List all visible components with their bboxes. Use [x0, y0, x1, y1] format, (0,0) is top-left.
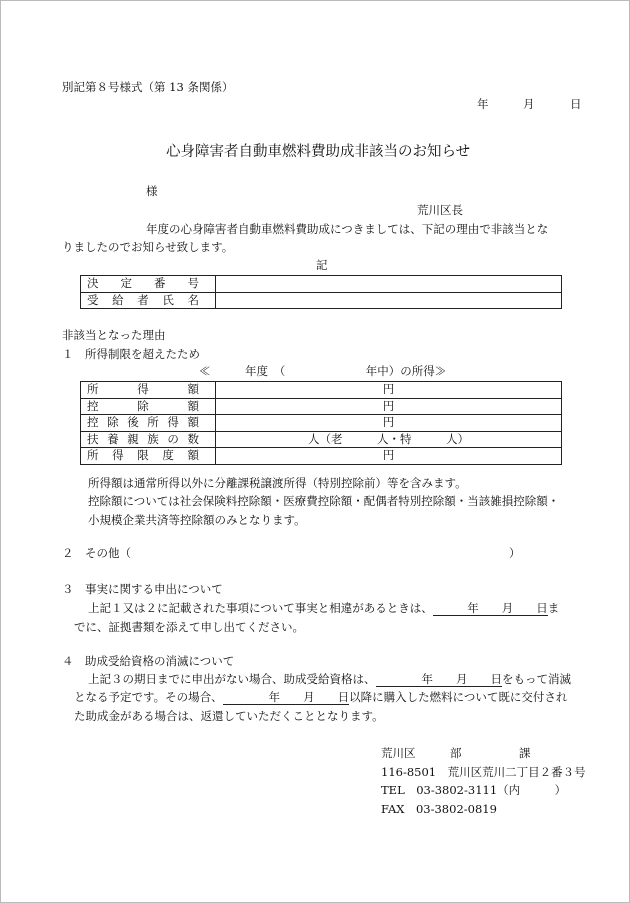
- income-amount-value: 円: [216, 382, 562, 399]
- deduction-amount-value: 円: [216, 398, 562, 415]
- section-2-heading: ２ その他（: [62, 546, 131, 560]
- intro-line-1: 年度の心身障害者自動車燃料費助成につきましては、下記の理由で非該当とな: [146, 222, 549, 236]
- form-reference: 別記第８号様式（第 13 条関係）: [62, 80, 234, 94]
- post-deduction-income-value: 円: [216, 415, 562, 432]
- table-row: [81, 276, 562, 293]
- section-3-line-1-text: 上記１又は２に記載された事項について事実と相違があるときは、: [88, 601, 433, 615]
- table-row: [81, 398, 562, 415]
- decision-number-label: 決 定 番 号: [87, 276, 199, 290]
- income-limit-value: 円: [216, 448, 562, 465]
- issuer: 荒川区長: [417, 203, 463, 217]
- section-4-line-2-text: となる予定です。その場合、: [74, 690, 223, 704]
- income-year-line: ≪ 年度 （ 年中）の所得≫: [199, 364, 447, 378]
- purchase-after-date-field[interactable]: 年 月 日: [222, 690, 350, 704]
- income-note-1: 所得額は通常所得以外に分離課税譲渡所得（特別控除前）等を含みます。: [88, 476, 467, 490]
- contact-address: 116-8501 荒川区荒川二丁目２番３号: [381, 765, 586, 779]
- decision-table: [80, 275, 562, 309]
- table-label-cell: [81, 448, 216, 465]
- date-month-label: 月: [523, 97, 535, 111]
- section-3-heading: ３ 事実に関する申出について: [62, 582, 223, 596]
- contact-tel: TEL 03-3802-3111（内 ）: [381, 783, 567, 797]
- eligibility-end-date-field[interactable]: 年 月 日: [375, 672, 502, 686]
- section-3-line-1: [88, 603, 559, 616]
- dependents-count-value: 人（老 人・特 人）: [216, 431, 562, 448]
- dependents-count-label: 扶 養 親 族 の 数: [87, 431, 199, 446]
- date-year-label: 年: [477, 97, 489, 111]
- contact-department: 荒川区 部 課: [381, 746, 531, 760]
- table-label-cell: [81, 431, 216, 448]
- deduction-amount-label: 控 除 額: [87, 398, 199, 413]
- section-4-heading: ４ 助成受給資格の消滅について: [62, 654, 235, 668]
- section-4-line-3: た助成金がある場合は、返還していただくこととなります。: [74, 709, 384, 723]
- post-deduction-income-label: 控 除 後 所 得 額: [87, 415, 199, 429]
- intro-line-2: りましたのでお知らせ致します。: [62, 240, 234, 254]
- table-label-cell: [81, 292, 216, 309]
- income-amount-label: 所 得 額: [87, 382, 199, 396]
- income-note-2: 控除額については社会保険料控除額・医療費控除額・配偶者特別控除額・当該雑損控除額・: [88, 494, 560, 508]
- ki-heading: 記: [316, 258, 328, 272]
- table-row: [81, 415, 562, 432]
- table-label-cell: [81, 382, 216, 399]
- section-3-line-2: でに、証拠書類を添えて申し出てください。: [74, 620, 304, 634]
- contact-fax: FAX 03-3802-0819: [381, 802, 497, 816]
- table-label-cell: [81, 398, 216, 415]
- table-row: [81, 431, 562, 448]
- section-4-line-1-text: 上記３の期日までに申出がない場合、助成受給資格は、: [88, 672, 376, 686]
- table-label-cell: [81, 415, 216, 432]
- section-4-line-2-tail: 以降に購入した燃料について既に交付され: [349, 690, 568, 704]
- decision-number-field[interactable]: [216, 276, 562, 293]
- section-1-heading: １ 所得制限を超えたため: [62, 347, 200, 361]
- recipient-name-field[interactable]: [216, 292, 562, 309]
- table-row: [81, 382, 562, 399]
- section-2-close-paren: ）: [509, 546, 521, 560]
- table-row: [81, 448, 562, 465]
- table-label-cell: [81, 276, 216, 293]
- date-day-label: 日: [570, 97, 582, 111]
- section-3-line-1-tail: ま: [547, 601, 560, 615]
- income-limit-label: 所 得 限 度 額: [87, 448, 199, 462]
- reason-heading: 非該当となった理由: [62, 328, 166, 342]
- recipient-name-label: 受 給 者 氏 名: [87, 292, 199, 307]
- addressee-suffix: 様: [146, 184, 158, 198]
- page-title: 心身障害者自動車燃料費助成非該当のお知らせ: [166, 144, 471, 160]
- income-note-3: 小規模企業共済等控除額のみとなります。: [88, 513, 306, 527]
- report-deadline-field[interactable]: 年 月 日: [432, 601, 548, 615]
- section-4-line-1-tail: をもって消滅: [502, 672, 571, 686]
- section-4-line-1: [88, 674, 571, 687]
- section-4-line-2: [74, 692, 567, 705]
- income-table: [80, 381, 562, 465]
- table-row: [81, 292, 562, 309]
